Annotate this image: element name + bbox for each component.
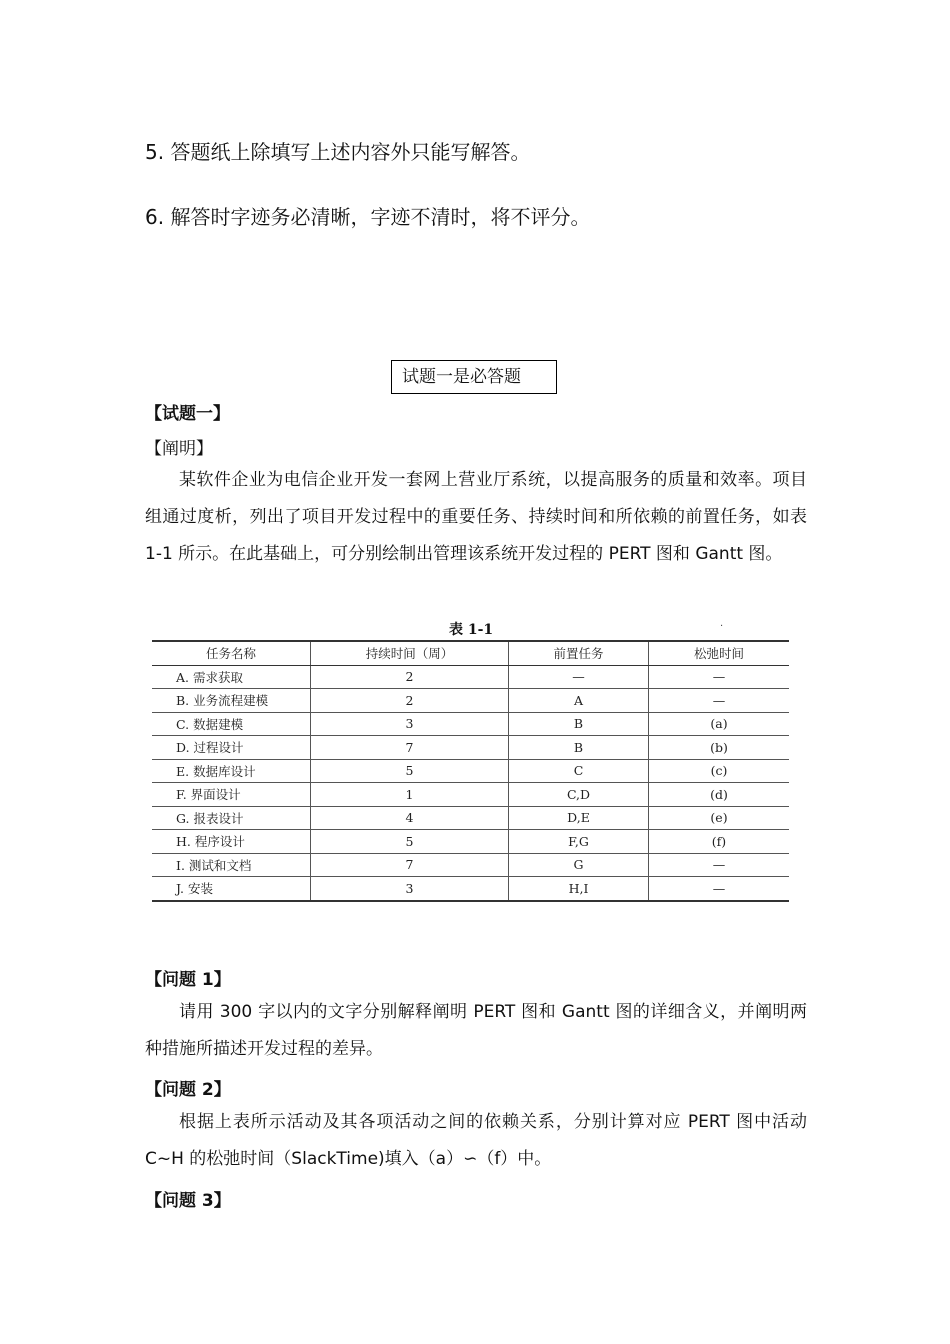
question-3-title: 【问题 3】 bbox=[145, 1191, 231, 1211]
cell-slack: — bbox=[649, 853, 790, 877]
header-slack: 松弛时间 bbox=[649, 641, 790, 665]
cell-task: D. 过程设计 bbox=[152, 736, 311, 760]
cell-duration: 7 bbox=[311, 853, 509, 877]
table-row bbox=[152, 689, 789, 713]
cell-task: B. 业务流程建模 bbox=[152, 689, 311, 713]
cell-task: J. 安装 bbox=[152, 877, 311, 901]
cell-task: H. 程序设计 bbox=[152, 830, 311, 854]
task-table bbox=[152, 640, 789, 902]
table-row bbox=[152, 759, 789, 783]
cell-task: I. 测试和文档 bbox=[152, 853, 311, 877]
question-2-text: 根据上表所示活动及其各项活动之间的依赖关系，分别计算对应 PERT 图中活动 C~H 的松弛时间（SlackTime)填入（a）∽（f）中。 bbox=[145, 1112, 807, 1169]
table-row bbox=[152, 877, 789, 901]
cell-predecessor: — bbox=[509, 665, 649, 689]
header-task-name: 任务名称 bbox=[152, 641, 311, 665]
cell-predecessor: H,I bbox=[509, 877, 649, 901]
cell-slack: (b) bbox=[649, 736, 790, 760]
table-row bbox=[152, 665, 789, 689]
cell-predecessor: G bbox=[509, 853, 649, 877]
table-row bbox=[152, 736, 789, 760]
note-5: 5. 答题纸上除填写上述内容外只能写解答。 bbox=[145, 140, 531, 164]
cell-duration: 3 bbox=[311, 877, 509, 901]
table-row bbox=[152, 712, 789, 736]
cell-duration: 4 bbox=[311, 806, 509, 830]
cell-duration: 2 bbox=[311, 665, 509, 689]
cell-duration: 5 bbox=[311, 759, 509, 783]
cell-predecessor: C,D bbox=[509, 783, 649, 807]
cell-duration: 1 bbox=[311, 783, 509, 807]
cell-duration: 3 bbox=[311, 712, 509, 736]
cell-task: F. 界面设计 bbox=[152, 783, 311, 807]
table-row bbox=[152, 806, 789, 830]
cell-predecessor: A bbox=[509, 689, 649, 713]
table-row bbox=[152, 783, 789, 807]
table-header-row bbox=[152, 641, 789, 665]
header-predecessor: 前置任务 bbox=[509, 641, 649, 665]
question-1-text: 请用 300 字以内的文字分别解释阐明 PERT 图和 Gantt 图的详细含义，并阐明两种措施所描述开发过程的差异。 bbox=[145, 1002, 807, 1059]
table-row bbox=[152, 853, 789, 877]
note-6: 6. 解答时字迹务必清晰，字迹不清时，将不评分。 bbox=[145, 205, 591, 229]
cell-predecessor: C bbox=[509, 759, 649, 783]
cell-predecessor: D,E bbox=[509, 806, 649, 830]
question-2-title: 【问题 2】 bbox=[145, 1080, 231, 1100]
table-caption: 表 1-1 bbox=[449, 622, 494, 638]
cell-slack: (f) bbox=[649, 830, 790, 854]
required-question-box: 试题一是必答题 bbox=[391, 360, 557, 394]
cell-slack: — bbox=[649, 689, 790, 713]
cell-slack: (a) bbox=[649, 712, 790, 736]
cell-duration: 2 bbox=[311, 689, 509, 713]
cell-predecessor: B bbox=[509, 712, 649, 736]
cell-task: A. 需求获取 bbox=[152, 665, 311, 689]
question-1-title: 【问题 1】 bbox=[145, 970, 231, 990]
cell-predecessor: B bbox=[509, 736, 649, 760]
cell-slack: — bbox=[649, 665, 790, 689]
explain-paragraph: 某软件企业为电信企业开发一套网上营业厅系统，以提高服务的质量和效率。项目组通过度析，列出了项目开发过程中的重要任务、持续时间和所依赖的前置任务，如表 1-1 所示。在此基础上，可分别绘制出管理该系统开发过程的 PERT 图和 Gantt 图。 bbox=[145, 470, 807, 564]
question-title: 【试题一】 bbox=[145, 404, 230, 424]
cell-task: E. 数据库设计 bbox=[152, 759, 311, 783]
cell-slack: (c) bbox=[649, 759, 790, 783]
header-duration: 持续时间（周） bbox=[311, 641, 509, 665]
table-row bbox=[152, 830, 789, 854]
cell-slack: — bbox=[649, 877, 790, 901]
cell-duration: 7 bbox=[311, 736, 509, 760]
cell-slack: (e) bbox=[649, 806, 790, 830]
explain-title: 【阐明】 bbox=[145, 439, 213, 459]
table-corner-mark: · bbox=[720, 621, 724, 632]
cell-task: C. 数据建模 bbox=[152, 712, 311, 736]
cell-duration: 5 bbox=[311, 830, 509, 854]
cell-slack: (d) bbox=[649, 783, 790, 807]
cell-predecessor: F,G bbox=[509, 830, 649, 854]
cell-task: G. 报表设计 bbox=[152, 806, 311, 830]
